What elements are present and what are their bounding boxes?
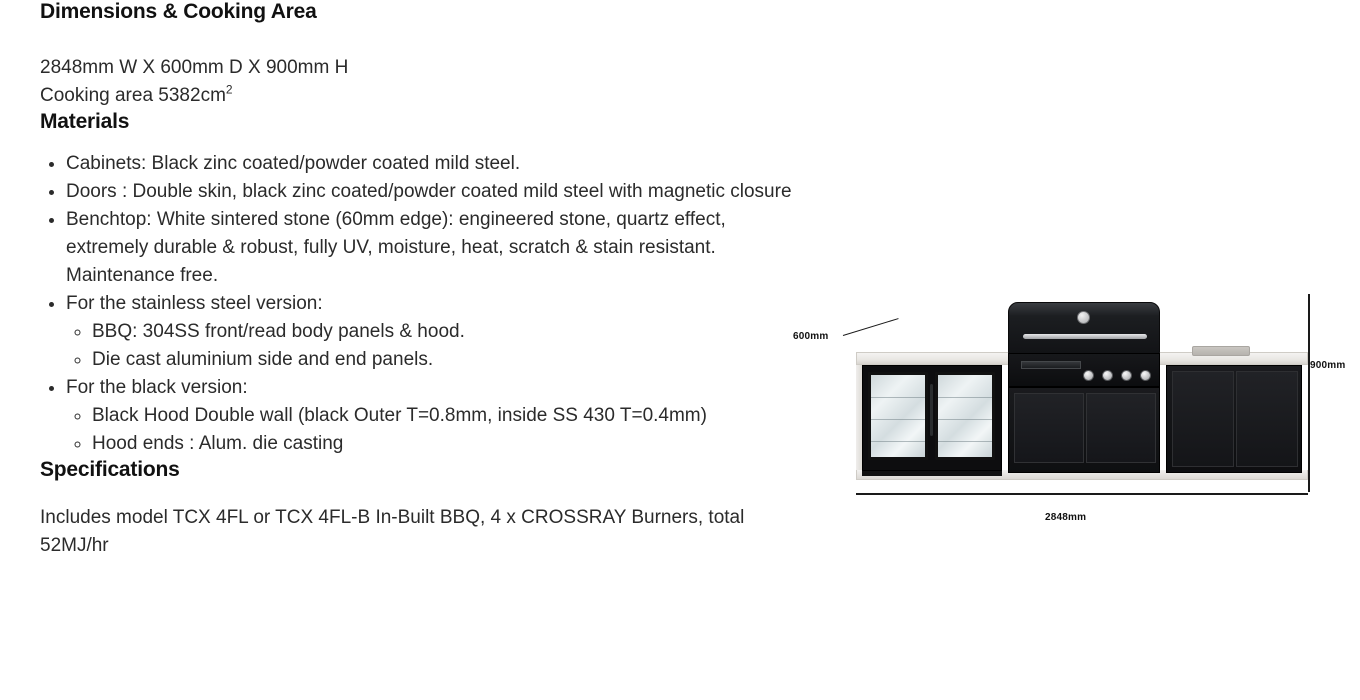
outdoor-fridge-unit — [862, 365, 1002, 471]
list-item — [66, 150, 800, 178]
fridge-shelf — [871, 397, 925, 398]
fridge-shelf — [938, 419, 992, 420]
dimensions-text — [40, 54, 800, 110]
list-item — [66, 178, 800, 206]
product-dimension-figure — [780, 280, 1360, 550]
burner-knob — [1140, 370, 1151, 381]
width-dimension-label: 2848mm — [1045, 512, 1087, 523]
depth-dimension-label: 600mm — [793, 331, 829, 342]
hood-thermometer-icon — [1077, 311, 1090, 324]
dimensions-line-1: 2848mm W X 600mm D X 900mm H — [40, 57, 349, 78]
material-text: Doors : Double skin, black zinc coated/powder coated mild steel with magnetic closure — [66, 181, 792, 202]
width-dimension-line — [856, 493, 1308, 495]
burner-knob — [1083, 370, 1094, 381]
material-subtext: Die cast aluminium side and end panels. — [92, 349, 434, 370]
list-item — [92, 318, 800, 346]
material-subtext: Black Hood Double wall (black Outer T=0.8mm, inside SS 430 T=0.4mm) — [92, 405, 707, 426]
fridge-shelf — [871, 419, 925, 420]
fridge-handle — [930, 384, 933, 436]
bbq-brand-badge — [1021, 361, 1081, 369]
cabinet-door — [1014, 393, 1084, 463]
list-item — [66, 206, 800, 290]
dimensions-heading: Dimensions & Cooking Area — [40, 0, 317, 23]
cabinet-door — [1236, 371, 1298, 467]
specifications-text: Includes model TCX 4FL or TCX 4FL-B In-Built BBQ, 4 x CROSSRAY Burners, total 52MJ/hr — [40, 507, 745, 556]
list-item — [92, 402, 800, 430]
burner-knob — [1121, 370, 1132, 381]
fridge-base-trim — [862, 471, 1002, 476]
bbq-control-panel — [1008, 353, 1160, 387]
list-item — [66, 374, 800, 458]
specifications-heading: Specifications — [40, 458, 180, 481]
material-text: For the stainless steel version: — [66, 293, 323, 314]
hood-handle — [1023, 334, 1147, 339]
content-column — [40, 0, 800, 560]
cabinet-door — [1172, 371, 1234, 467]
fridge-door-left — [868, 372, 928, 460]
sink-module — [1192, 346, 1250, 356]
fridge-door-right — [935, 372, 995, 460]
materials-heading: Materials — [40, 110, 130, 133]
material-text: Benchtop: White sintered stone (60mm edge): engineered stone, quartz effect, extremely durable & robust, fully UV, moisture, heat, scratch & stain resistant. Maintenance free. — [66, 209, 726, 286]
list-item — [92, 430, 800, 458]
material-subtext: Hood ends : Alum. die casting — [92, 433, 344, 454]
fridge-shelf — [871, 441, 925, 442]
bbq-hood — [1008, 302, 1160, 354]
cooking-area-superscript: 2 — [225, 82, 233, 97]
list-item — [66, 290, 800, 374]
fridge-shelf — [938, 397, 992, 398]
bbq-island-illustration — [856, 298, 1308, 488]
dimensions-line-2 — [40, 82, 800, 110]
bbq-cabinet — [1008, 387, 1160, 473]
burner-knob — [1102, 370, 1113, 381]
list-item — [92, 346, 800, 374]
material-text: Cabinets: Black zinc coated/powder coated mild steel. — [66, 153, 521, 174]
cooking-area-text: Cooking area 5382cm — [40, 85, 226, 106]
fridge-shelf — [938, 441, 992, 442]
cabinet-door — [1086, 393, 1156, 463]
materials-sublist — [66, 318, 800, 374]
right-cabinet-module — [1166, 365, 1302, 473]
height-dimension-line — [1308, 294, 1310, 492]
materials-sublist — [66, 402, 800, 458]
materials-list — [40, 150, 800, 458]
material-text: For the black version: — [66, 377, 248, 398]
material-subtext: BBQ: 304SS front/read body panels & hood. — [92, 321, 465, 342]
height-dimension-label: 900mm — [1310, 360, 1346, 371]
